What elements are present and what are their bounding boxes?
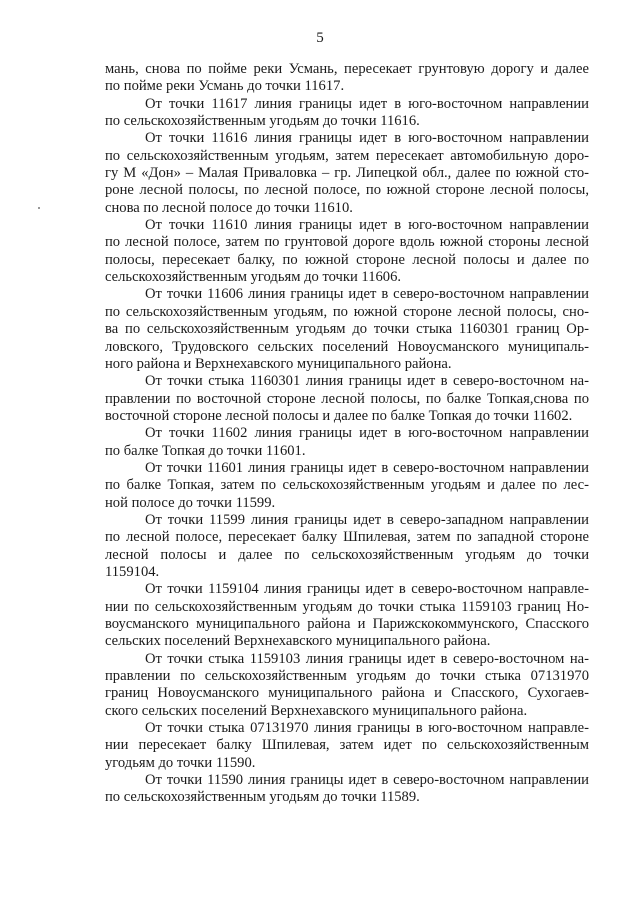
text-line: мань, снова по пойме реки Усмань, пересекает грунтовую дорогу и далее [105, 61, 589, 77]
text-line: От точки 11601 линия границы идет в северо-восточном направлении [145, 459, 589, 476]
text-line: границ Новоусманского муниципального района и Спасского, Сухогаев- [105, 685, 589, 702]
paragraph [105, 772, 589, 807]
text-line: по сельскохозяйственным угодьям, затем пересекает автомобильную доро- [105, 147, 589, 164]
paragraph [105, 61, 589, 96]
text-line: От точки стыка 07131970 линия границы в юго-восточном направле- [145, 720, 589, 737]
text-line: От точки 11602 линия границы идет в юго-восточном направлении [145, 425, 589, 442]
text-line: нии по сельскохозяйственным угодьям до точки стыка 1159103 границ Но- [105, 598, 589, 615]
paragraph [105, 373, 589, 425]
paragraph [105, 217, 589, 286]
text-line: сельских поселений Верхнехавского муниципального района. [105, 633, 491, 650]
text-line: От точки 11617 линия границы идет в юго-восточном направлении [145, 95, 589, 112]
paragraph [105, 96, 589, 131]
text-line: восточной стороне лесной полосы и далее по балке Топкая до точки 11602. [105, 407, 573, 424]
text-line: по лесной полосе, пересекает балку Шпилевая, затем по западной стороне [105, 529, 589, 546]
text-line: по пойме реки Усмань до точки 11617. [105, 78, 345, 95]
text-line: по сельскохозяйственным угодьям, по южной стороне лесной полосы, сно- [105, 303, 589, 320]
text-line: полосы, пересекает балку, по южной стороне лесной полосы и далее по [105, 251, 589, 268]
text-line: ского сельских поселений Верхнехавского муниципального района. [105, 702, 528, 719]
text-line: роне лесной полосы, по лесной полосе, по южной стороне лесной полосы, [105, 182, 589, 199]
text-line: ва по сельскохозяйственным угодьям до точки стыка 1160301 границ Ор- [105, 321, 589, 338]
text-line: по сельскохозяйственным угодьям до точки 11616. [105, 113, 420, 130]
paragraph [105, 130, 589, 217]
text-line: угодьям до точки 11590. [105, 754, 256, 771]
paragraph [105, 460, 589, 512]
text-line: От точки 11610 линия границы идет в юго-восточном направлении [145, 217, 589, 234]
text-line: гу М «Дон» – Малая Приваловка – гр. Липецкой обл., далее по южной сто- [105, 165, 589, 182]
paragraph [105, 286, 589, 373]
text-line: ловского, Трудовского сельских поселений Новоусманского муниципаль- [105, 338, 589, 355]
paragraph [105, 651, 589, 720]
text-line: воусманского муниципального района и Парижскокоммунского, Спасского [105, 616, 589, 632]
paragraph [105, 512, 589, 581]
document-body [105, 61, 589, 807]
scan-speck [38, 207, 40, 209]
text-line: От точки 1159104 линия границы идет в северо-восточном направле- [145, 581, 589, 598]
paragraph [105, 581, 589, 650]
text-line: От точки 11590 линия границы идет в северо-восточном направлении [145, 772, 589, 789]
text-line: От точки 11606 линия границы идет в северо-восточном направлении [145, 286, 589, 303]
text-line: правлении по восточной стороне лесной полосы, по балке Топкая,снова по [105, 390, 589, 407]
text-line: ного района и Верхнехавского муниципального района. [105, 355, 452, 372]
text-line: по балке Топкая, затем по сельскохозяйственным угодьям и далее по лес- [105, 477, 589, 494]
text-line: снова по лесной полосе до точки 11610. [105, 199, 353, 216]
text-line: лесной полосы и далее по сельскохозяйственным угодьям до точки [105, 546, 589, 563]
paragraph [105, 720, 589, 772]
page-number: 5 [316, 30, 324, 46]
text-line: по сельскохозяйственным угодьям до точки 11589. [105, 789, 420, 806]
text-line: по лесной полосе, затем по грунтовой дороге вдоль южной стороны лесной [105, 234, 589, 251]
text-line: От точки 11616 линия границы идет в юго-восточном направлении [145, 130, 589, 147]
text-line: нии пересекает балку Шпилевая, затем идет по сельскохозяйственным [105, 737, 589, 754]
text-line: От точки 11599 линия границы идет в северо-западном направлении [145, 511, 589, 528]
text-line: сельскохозяйственным угодьям до точки 11606. [105, 269, 402, 286]
text-line: по балке Топкая до точки 11601. [105, 442, 306, 459]
text-line: От точки стыка 1159103 линия границы идет в северо-восточном на- [145, 650, 589, 667]
text-line: ной полосе до точки 11599. [105, 494, 276, 511]
text-line: 1159104. [105, 563, 160, 580]
paragraph [105, 425, 589, 460]
text-line: От точки стыка 1160301 линия границы идет в северо-восточном на- [145, 373, 589, 390]
text-line: правлении по сельскохозяйственным угодьям до точки стыка 07131970 [105, 668, 589, 685]
